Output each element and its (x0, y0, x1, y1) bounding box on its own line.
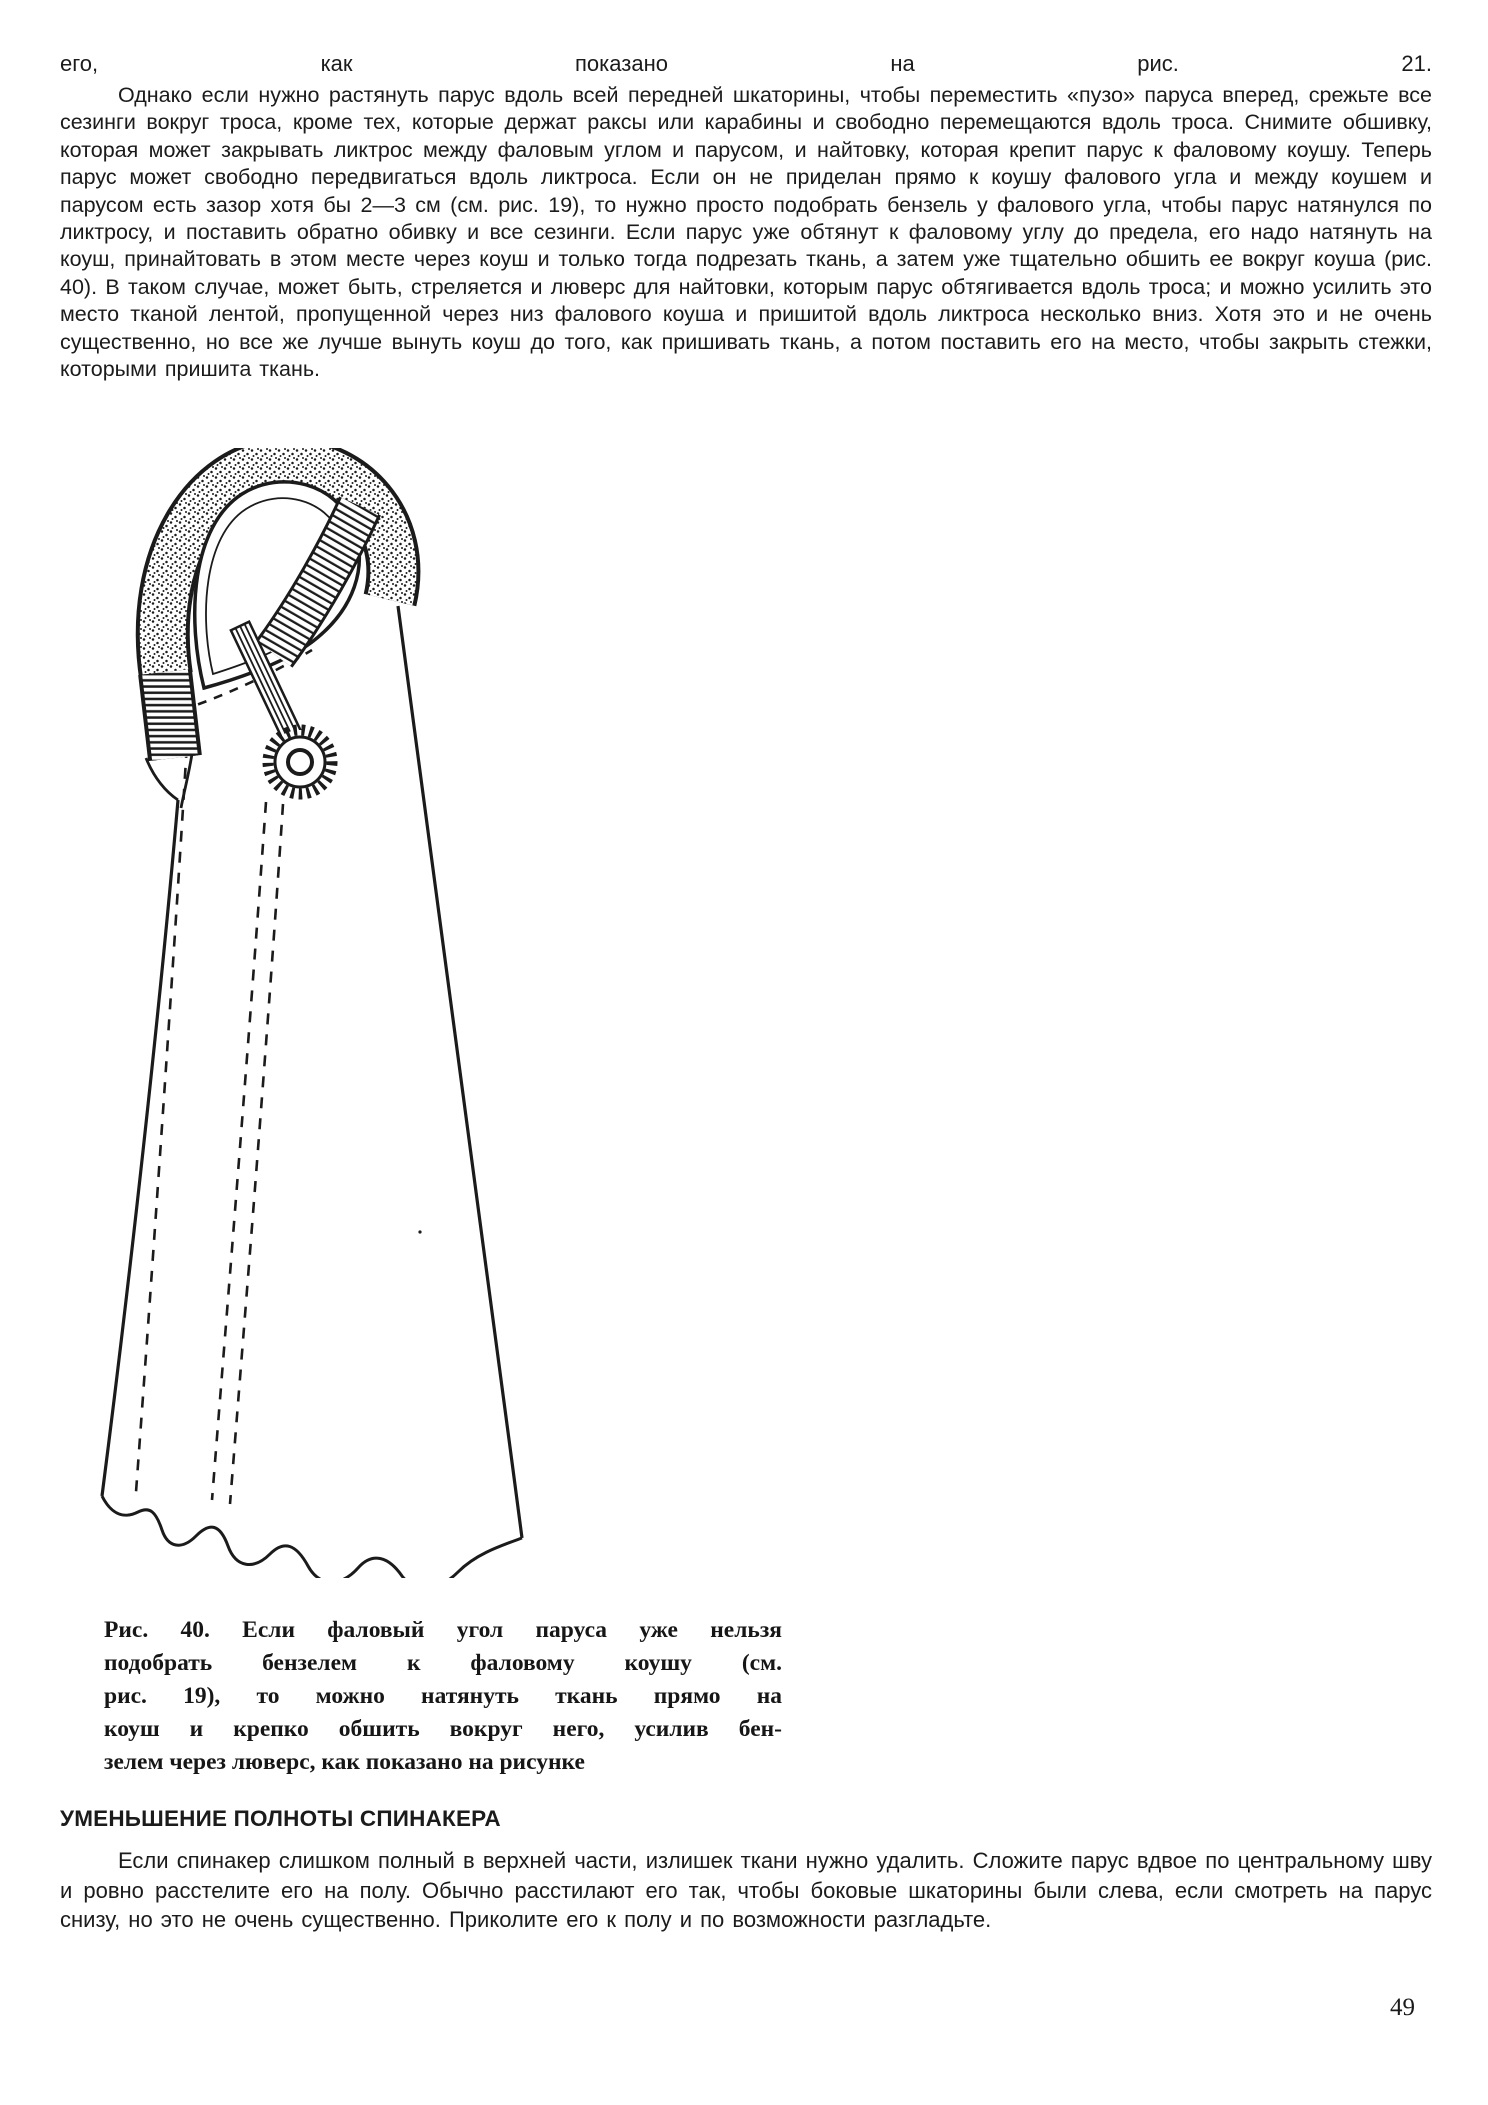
section-paragraph: Если спинакер слишком полный в верхней части, излишек ткани нужно удалить. Сложите парус вдвое по центральному шву и ровно расстелите его на полу. Обычно расстилают его так, чтобы боковые шкаторины были слева, если смотреть на парус снизу, но это не очень существенно. Приколите его к полу и по возможности разгладьте. (60, 1848, 1432, 1932)
caption-line: рис. 19), то можно натянуть ткань прямо на (104, 1683, 782, 1709)
word: как (320, 51, 353, 76)
figure-caption (104, 1614, 782, 1779)
figure-40-drawing (88, 448, 588, 1578)
word: его, (60, 51, 99, 76)
caption-line: Рис. 40. Если фаловый угол паруса уже нельзя (104, 1617, 782, 1643)
page-number: 49 (1390, 1994, 1415, 2021)
grommet (268, 730, 332, 794)
caption-line: зелем через люверс, как показано на рисунке (104, 1749, 585, 1775)
word: 21. (1401, 51, 1432, 76)
body-paragraph: Однако если нужно растянуть парус вдоль всей передней шкаторины, чтобы переместить «пузо» паруса вперед, срежьте все сезинги вокруг троса, кроме тех, которые держат раксы или карабины и свободно перемещаются вдоль троса. Снимите обшивку, которая может закрывать ликтрос между фаловым углом и парусом, и найтовку, которая крепит парус к фаловому коушу. Теперь парус может свободно передвигаться вдоль ликтроса. Если он не приделан прямо к коушу фалового угла и между коушем и парусом есть зазор хотя бы 2—3 см (см. рис. 19), то нужно просто подобрать бензель у фалового угла, чтобы парус натянулся по ликтросу, и поставить обратно обивку и все сезинги. Если парус уже обтянут к фаловому углу до предела, его надо натянуть на коуш, принайтовать в этом месте через коуш и только тогда подрезать ткань, а затем уже тщательно обшить ее вокруг коуша (рис. 40). В таком случае, может быть, стреляется и люверс для найтовки, которым парус обтягивается вдоль троса; и можно усилить это место тканой лентой, пропущенной через низ фалового коуша и пришитой вдоль ликтроса несколько вниз. Хотя это и не очень существенно, но все же лучше вынуть коуш до того, как пришивать ткань, а потом поставить его на место, чтобы закрыть стежки, которыми пришита ткань. (60, 83, 1432, 382)
caption-line: коуш и крепко обшить вокруг него, усилив бен- (104, 1716, 782, 1742)
section-heading: УМЕНЬШЕНИЕ ПОЛНОТЫ СПИНАКЕРА (60, 1806, 501, 1831)
caption-line: подобрать бензелем к фаловому коушу (см. (104, 1650, 782, 1676)
word: на (890, 51, 915, 76)
word: рис. (1137, 51, 1179, 76)
continuation-line (60, 50, 1432, 78)
serving-band (146, 672, 192, 808)
word: показано (575, 51, 668, 76)
